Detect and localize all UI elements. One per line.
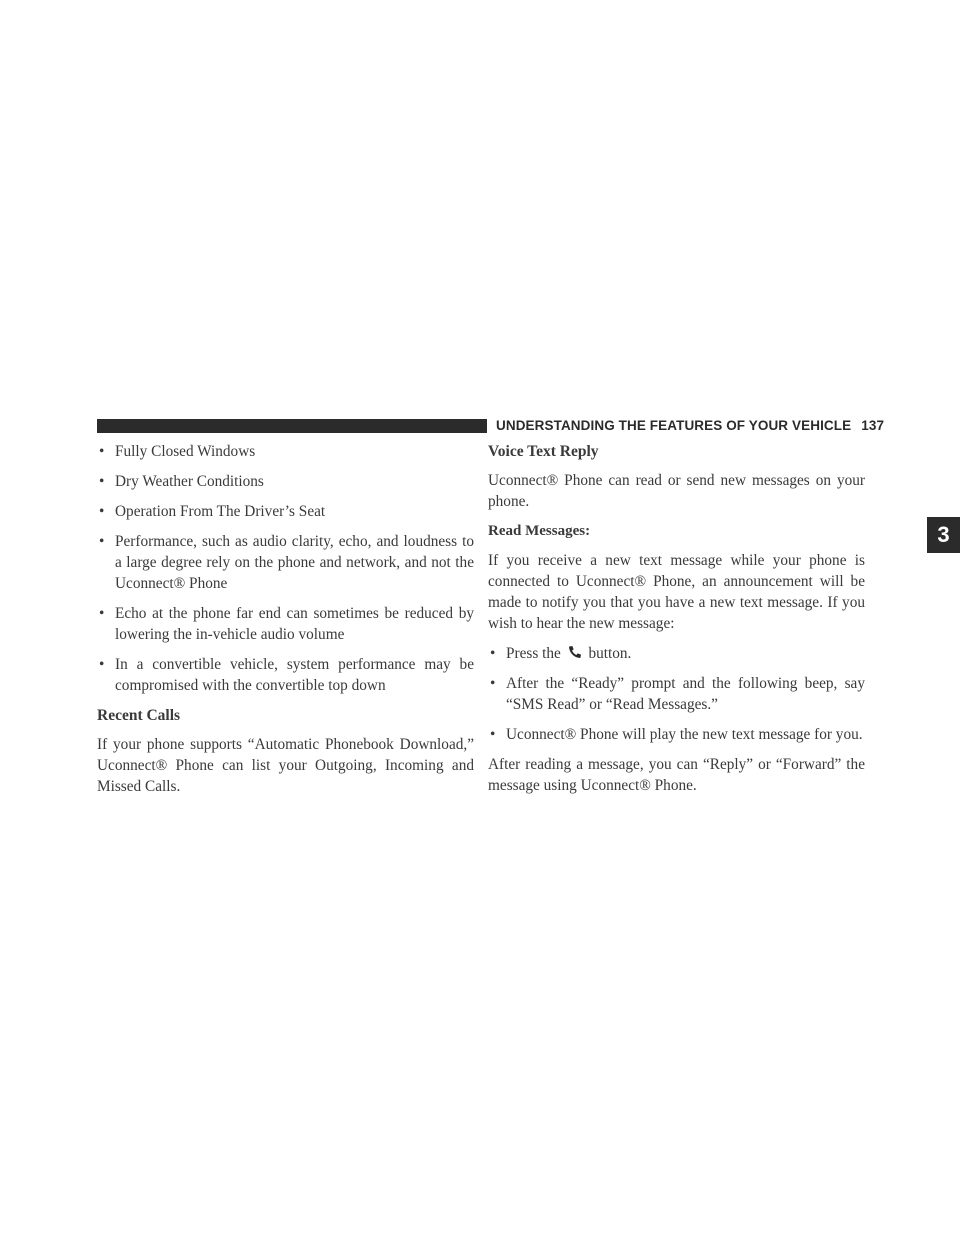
after-reading-paragraph: After reading a message, you can “Reply” or “Forward” the message using Uconnect® Phone.	[488, 756, 865, 794]
list-item: • In a convertible vehicle, system performance may be compromised with the convertible top down	[97, 654, 474, 696]
running-header	[496, 418, 884, 433]
press-suffix: button.	[588, 645, 632, 662]
list-item	[488, 643, 865, 664]
right-column	[488, 441, 865, 805]
list-item: • Echo at the phone far end can sometimes be reduced by lowering the in-vehicle audio volume	[97, 603, 474, 645]
list-item: • After the “Ready” prompt and the following beep, say “SMS Read” or “Read Messages.”	[488, 673, 865, 715]
phone-icon	[566, 644, 584, 660]
list-item: • Dry Weather Conditions	[97, 471, 474, 492]
list-item: • Fully Closed Windows	[97, 441, 474, 462]
recent-calls-paragraph: If your phone supports “Automatic Phonebook Download,” Uconnect® Phone can list your Outgoing, Incoming and Missed Calls.	[97, 736, 474, 795]
voice-text-reply-heading: Voice Text Reply	[488, 443, 599, 460]
header-bar	[97, 419, 487, 433]
recent-calls-heading: Recent Calls	[97, 707, 181, 724]
read-steps-list	[488, 643, 865, 745]
chapter-tab: 3	[927, 517, 960, 553]
left-column	[97, 441, 474, 806]
voice-text-intro: Uconnect® Phone can read or send new messages on your phone.	[488, 472, 865, 510]
read-messages-heading: Read Messages:	[488, 523, 591, 539]
list-item: • Operation From The Driver’s Seat	[97, 501, 474, 522]
page-number: 137	[861, 418, 885, 433]
section-title: UNDERSTANDING THE FEATURES OF YOUR VEHICLE	[496, 418, 852, 433]
read-messages-paragraph: If you receive a new text message while your phone is connected to Uconnect® Phone, an announcement will be made to notify you that you have a new text message. If you wish to hear the new message:	[488, 552, 865, 632]
list-item: • Uconnect® Phone will play the new text message for you.	[488, 724, 865, 745]
condition-list	[97, 441, 474, 696]
press-prefix: Press the	[506, 645, 561, 662]
list-item: • Performance, such as audio clarity, echo, and loudness to a large degree rely on the phone and network, and not the Uconnect® Phone	[97, 531, 474, 594]
